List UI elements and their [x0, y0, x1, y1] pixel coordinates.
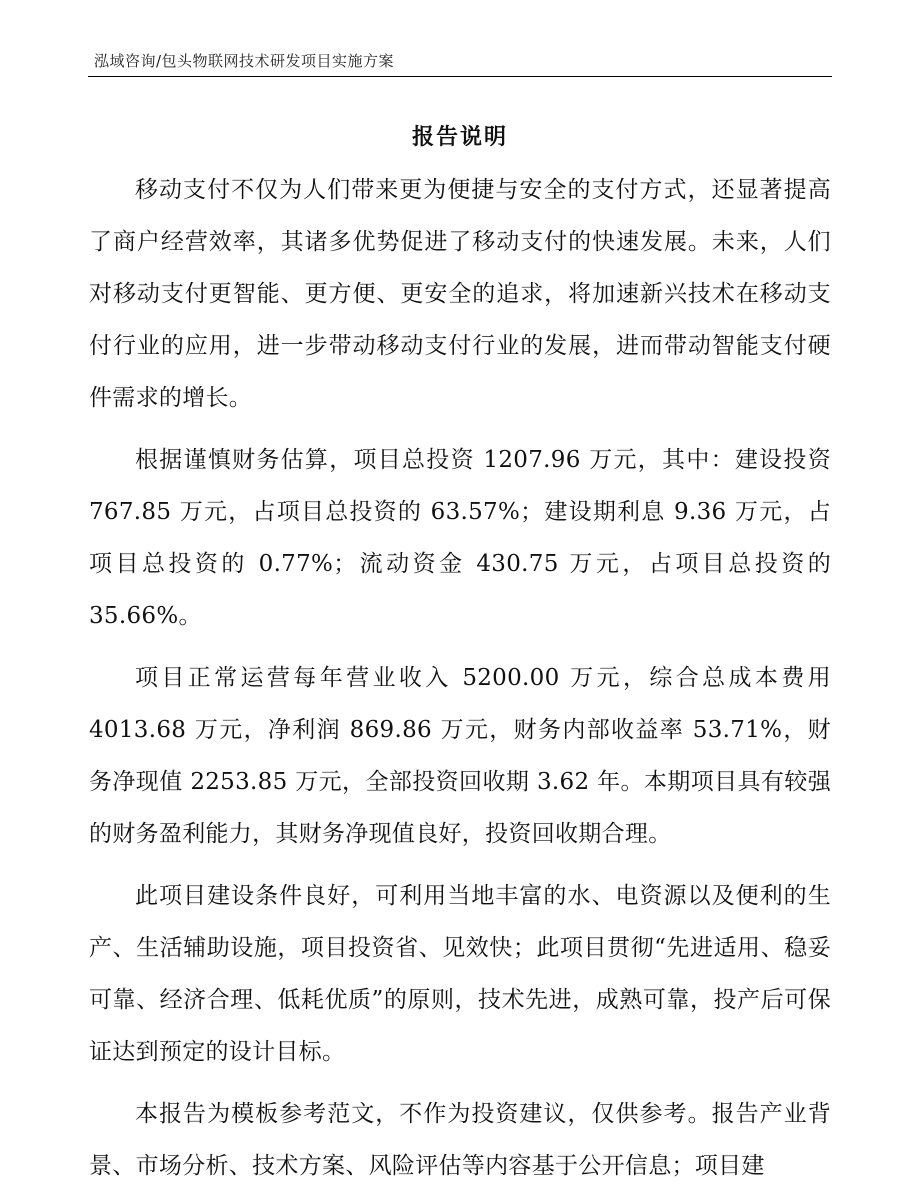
- paragraph-investment: 根据谨慎财务估算，项目总投资 1207.96 万元，其中：建设投资 767.85 万元，占项目总投资的 63.57%；建设期利息 9.36 万元，占项目总投资的 0.77%；流动资金 430.75 万元，占项目总投资的 35.66%。: [89, 447, 831, 629]
- running-header: 泓域咨询/包头物联网技术研发项目实施方案: [94, 52, 395, 70]
- paragraph-mobile-payment: 移动支付不仅为人们带来更为便捷与安全的支付方式，还显著提高了商户经营效率，其诸多优势促进了移动支付的快速发展。未来，人们对移动支付更智能、更方便、更安全的追求，将加速新兴技术在移动支付行业的应用，进一步带动移动支付行业的发展，进而带动智能支付硬件需求的增长。: [89, 177, 831, 411]
- body-text: [89, 164, 831, 1202]
- page-title: 报告说明: [411, 124, 508, 150]
- header-divider: [88, 76, 832, 77]
- paragraph-revenue: 项目正常运营每年营业收入 5200.00 万元，综合总成本费用 4013.68 万元，净利润 869.86 万元，财务内部收益率 53.71%，财务净现值 2253.85 万元，全部投资回收期 3.62 年。本期项目具有较强的财务盈利能力，其财务净现值良好，投资回收期合理。: [89, 665, 831, 847]
- paragraph-disclaimer: 本报告为模板参考范文，不作为投资建议，仅供参考。报告产业背景、市场分析、技术方案、风险评估等内容基于公开信息；项目建: [89, 1101, 831, 1179]
- paragraph-conditions: 此项目建设条件良好，可利用当地丰富的水、电资源以及便利的生产、生活辅助设施，项目投资省、见效快；此项目贯彻“先进适用、稳妥可靠、经济合理、低耗优质”的原则，技术先进，成熟可靠，投产后可保证达到预定的设计目标。: [89, 883, 831, 1065]
